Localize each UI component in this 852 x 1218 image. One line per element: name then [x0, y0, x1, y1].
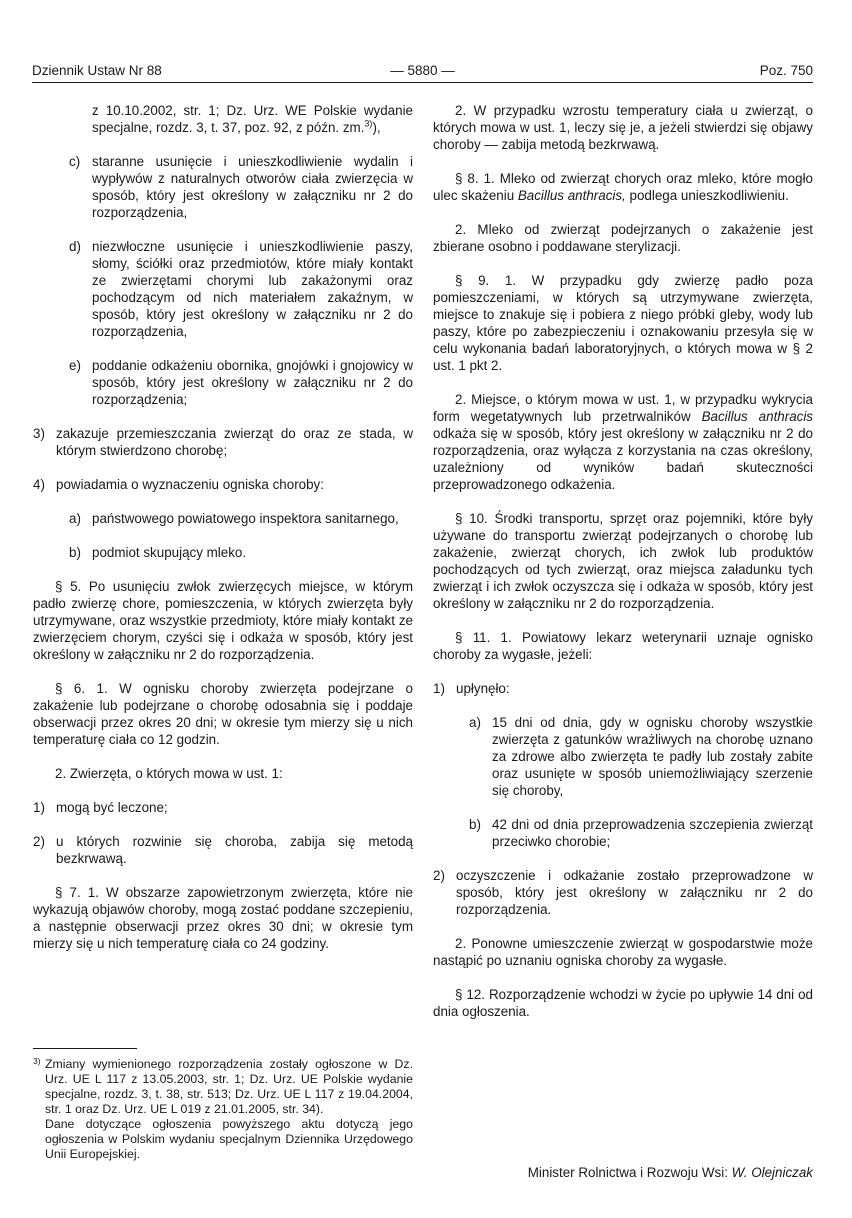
- item-text: państwowego powiatowego inspektora sanitarnego,: [92, 511, 399, 526]
- paragraph-11-1: § 11. 1. Powiatowy lekarz weterynarii uznaje ognisko choroby za wygasłe, jeżeli:: [433, 630, 813, 662]
- item-label: a): [469, 715, 481, 730]
- item-text: u których rozwinie się choroba, zabija się metodą bezkrwawą.: [56, 834, 413, 866]
- item-text: upłynęło:: [456, 681, 510, 696]
- left-column: [33, 102, 413, 952]
- list-item-6-2-1: [33, 799, 413, 816]
- item-label: b): [69, 545, 81, 560]
- list-item-e: [33, 357, 413, 408]
- footnote-ref: 3): [364, 118, 373, 129]
- paragraph-7-1: § 7. 1. W obszarze zapowietrzonym zwierzęta, które nie wykazują objawów choroby, mogą zostać poddane szczepieniu, a następnie obserwacji przez okres 30 dni; w okresie tym mierzy się u nich temperaturę ciała co 24 godziny.: [33, 885, 413, 951]
- paragraph-8-1: [433, 170, 813, 204]
- continuation-end: ),: [372, 120, 381, 135]
- item-label: a): [69, 511, 81, 526]
- signatory-name: W. Olejniczak: [731, 1165, 813, 1180]
- item-text: niezwłoczne usunięcie i unieszkodliwienie paszy, słomy, ściółki oraz przedmiotów, które miały kontakt ze zwierzętami chorymi lub zakażonymi oraz pochodzącym od nich materiałem zakaźnym, w sposób, który jest określony w załączniku nr 2 do rozporządzenia,: [92, 239, 413, 339]
- item-text: mogą być leczone;: [56, 800, 168, 815]
- footnote-label: 3): [33, 1056, 41, 1066]
- signature: [433, 1164, 813, 1181]
- item-label: c): [69, 154, 81, 169]
- list-item-d: [33, 238, 413, 340]
- footnote-divider: [33, 1048, 137, 1049]
- list-item-11-1-2: [433, 867, 813, 918]
- item-text: powiadamia o wyznaczeniu ogniska choroby:: [56, 477, 324, 492]
- list-item-3: [33, 425, 413, 459]
- list-item-6-2-2: [33, 833, 413, 867]
- footnote-text: Zmiany wymienionego rozporządzenia zostały ogłoszone w Dz. Urz. UE L 117 z 13.05.2003, str. 1; Dz. Urz. UE Polskie wydanie specjalne, rozdz. 3, t. 38, str. 513; Dz. Urz. UE L 117 z 19.04.2004, str. 1 oraz Dz. Urz. UE L 019 z 21.01.2005, str. 34).: [45, 1057, 413, 1116]
- paragraph-text: § 8. 1. Mleko od zwierząt chorych oraz mleko, które mogło ulec skażeniu: [433, 171, 813, 203]
- item-label: e): [69, 358, 81, 373]
- list-item-4b: [33, 544, 413, 561]
- position-number: Poz. 750: [759, 63, 813, 78]
- item-text: zakazuje przemieszczania zwierząt do oraz ze stada, w którym stwierdzono chorobę;: [56, 426, 413, 458]
- item-label: b): [469, 817, 481, 832]
- list-item-11-1-1: [433, 680, 813, 697]
- paragraph-6-1: § 6. 1. W ognisku choroby zwierzęta podejrzane o zakażenie lub podejrzane o chorobę odosabnia się i poddaje obserwacji przez okres 20 dni; w okresie tym mierzy się u nich temperaturę ciała co 12 godzin.: [33, 681, 413, 747]
- list-item-11-1-1b: [433, 816, 813, 850]
- item-text: poddanie odkażeniu obornika, gnojówki i gnojowicy w sposób, który jest określony w załączniku nr 2 do rozporządzenia;: [92, 358, 413, 407]
- paragraph-8-2: 2. Mleko od zwierząt podejrzanych o zakażenie jest zbierane osobno i poddawane sterylizacji.: [433, 222, 813, 254]
- page-number: — 5880 —: [390, 63, 455, 78]
- item-label: 4): [33, 477, 45, 492]
- page-header: [32, 62, 813, 83]
- paragraph-5: § 5. Po usunięciu zwłok zwierzęcych miejsce, w którym padło zwierzę chore, pomieszczenia, w których zwierzęta były utrzymywane, oraz wszystkie przedmioty, które miały kontakt ze zwierzęciem chorym, czyści się i odkaża w sposób, który jest określony w załączniku nr 2 do rozporządzenia.: [33, 579, 413, 662]
- item-label: 1): [33, 800, 45, 815]
- list-item-11-1-1a: [433, 714, 813, 799]
- footnote: [33, 1057, 413, 1162]
- paragraph-text: podlega unieszkodliwieniu.: [625, 188, 789, 203]
- item-label: d): [69, 239, 81, 254]
- paragraph-9-1: § 9. 1. W przypadku gdy zwierzę padło poza pomieszczeniami, w których są utrzymywane zwierzęta, miejsce to znakuje się i pobiera z niego próbki gleby, wody lub paszy, które po zabezpieczeniu i oznakowaniu przesyła się w celu wykonania badań laboratoryjnych, o których mowa w § 2 ust. 1 pkt 2.: [433, 273, 813, 373]
- footnote-item: [33, 1057, 413, 1117]
- species-name: Bacillus anthracis: [701, 409, 814, 424]
- paragraph-text: 2. Miejsce, o którym mowa w ust. 1, w przypadku wykrycia form wegetatywnych lub przetrwalników: [433, 392, 813, 424]
- item-text: staranne usunięcie i unieszkodliwienie wydalin i wypływów z naturalnych otworów ciała zwierzęcia w sposób, który jest określony w załączniku nr 2 do rozporządzenia,: [92, 154, 413, 220]
- item-text: 15 dni od dnia, gdy w ognisku choroby wszystkie zwierzęta z gatunków wrażliwych na chorobę uznano za zdrowe albo zwierzęta te padły lub zostały zabite oraz usunięte w sposób uniemożliwiający szerzenie się choroby,: [492, 715, 813, 798]
- item-text: oczyszczenie i odkażanie zostało przeprowadzone w sposób, który jest określony w załączniku nr 2 do rozporządzenia.: [456, 868, 813, 917]
- item-label: 3): [33, 426, 45, 441]
- item-label: 2): [33, 834, 45, 849]
- list-item-4a: [33, 510, 413, 527]
- paragraph-10: § 10. Środki transportu, sprzęt oraz pojemniki, które były używane do transportu zwierząt podejrzanych o chorobę lub zakażenie, zwierząt chorych, ich zwłok lub produktów pochodzących od tych zwierząt, oraz miejsca załadunku tych zwierząt i ich zwłok oczyszcza się i odkaża w sposób, który jest określony w załączniku nr 2 do rozporządzenia.: [433, 511, 813, 611]
- item-text: 42 dni od dnia przeprowadzenia szczepienia zwierząt przeciwko chorobie;: [492, 817, 813, 849]
- paragraph-text: odkaża się w sposób, który jest określony w załączniku nr 2 do rozporządzenia, oraz wyłącza z korzystania na czas określony, uzależniony od wyników badań skuteczności przeprowadzonego odkażenia.: [433, 426, 813, 492]
- paragraph-11-2: 2. Ponowne umieszczenie zwierząt w gospodarstwie może nastąpić po uznaniu ogniska choroby za wygasłe.: [433, 936, 813, 968]
- footnote-note-text: Dane dotyczące ogłoszenia powyższego aktu dotyczą jego ogłoszenia w Polskim wydaniu specjalnym Dziennika Urzędowego Unii Europejskiej.: [45, 1117, 413, 1161]
- paragraph-12: § 12. Rozporządzenie wchodzi w życie po upływie 14 dni od dnia ogłoszenia.: [433, 987, 813, 1019]
- signatory-title: Minister Rolnictwa i Rozwoju Wsi:: [527, 1165, 732, 1180]
- paragraph-7-2: 2. W przypadku wzrostu temperatury ciała u zwierząt, o których mowa w ust. 1, leczy się je, a jeżeli stwierdzi się objawy choroby — zabija metodą bezkrwawą.: [433, 103, 813, 152]
- paragraph-9-2: [433, 391, 813, 493]
- right-column: [433, 102, 813, 1020]
- list-item-4: [33, 476, 413, 493]
- paragraph-6-2: 2. Zwierzęta, o których mowa w ust. 1:: [55, 766, 283, 781]
- item-label: 2): [433, 868, 445, 883]
- item-label: 1): [433, 681, 445, 696]
- species-name: Bacillus anthracis,: [517, 188, 626, 203]
- continuation-text: [33, 102, 413, 136]
- list-item-c: [33, 153, 413, 221]
- footnote-note: [33, 1117, 413, 1162]
- continuation-body: z 10.10.2002, str. 1; Dz. Urz. WE Polskie wydanie specjalne, rozdz. 3, t. 37, poz. 92, z późn. zm.: [92, 103, 413, 135]
- item-text: podmiot skupujący mleko.: [92, 545, 247, 560]
- journal-title: Dziennik Ustaw Nr 88: [32, 63, 162, 78]
